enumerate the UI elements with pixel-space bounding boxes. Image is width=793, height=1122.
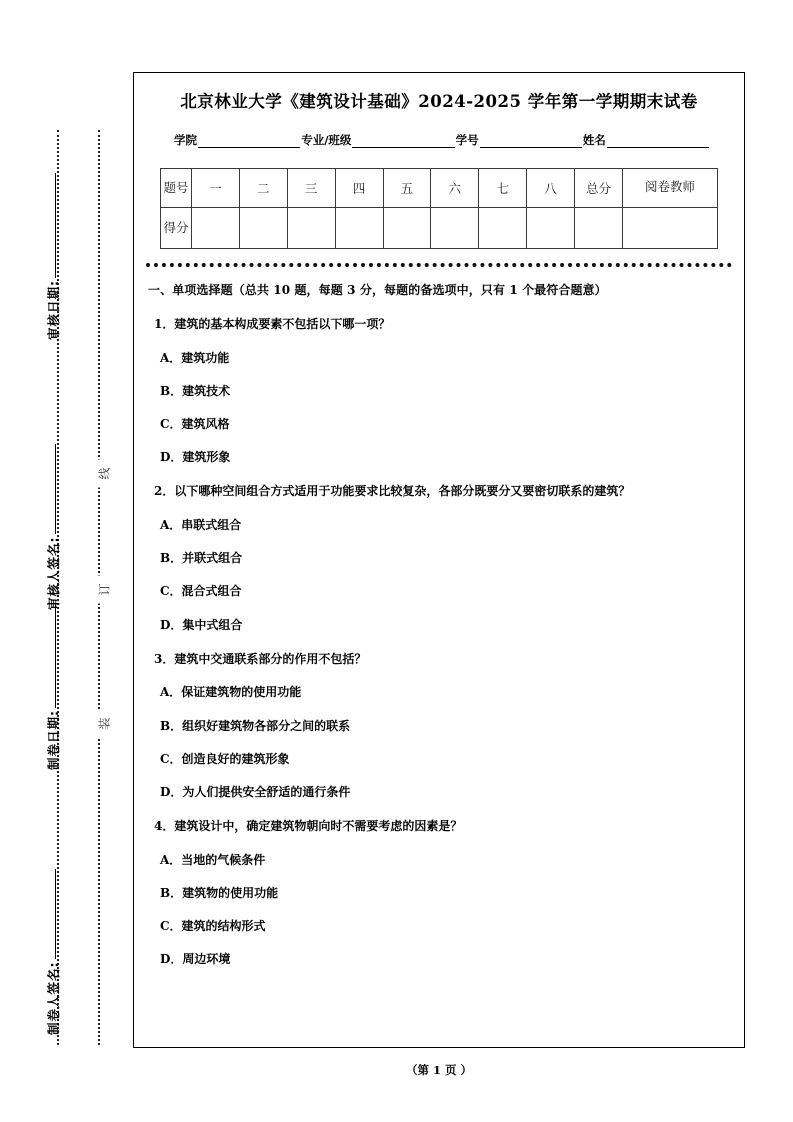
binding-mark-bind: 订 (93, 576, 116, 604)
margin-label-review-date-rule (54, 173, 56, 278)
score-cell-1[interactable] (192, 207, 240, 248)
table-row-scores (161, 207, 718, 248)
margin-label-reviewer-signature-text: 审核人签名: (46, 536, 61, 610)
question-stem-2: 2．以下哪种空间组合方式适用于功能要求比较复杂，各部分既要分又要密切联系的建筑？ (154, 484, 631, 499)
student-id-input[interactable] (480, 135, 582, 148)
table-row-question-numbers (161, 168, 718, 207)
binding-mark-line: 线 (93, 460, 116, 488)
college-label: 学院 (174, 132, 197, 147)
margin-label-paper-date-text: 制卷日期: (46, 710, 61, 770)
score-table-col-3: 三 (287, 168, 335, 207)
question-3-option-c[interactable]: C．创造良好的建筑形象 (160, 751, 290, 766)
score-cell-4[interactable] (335, 207, 383, 248)
score-table-row-header-score: 得分 (161, 207, 192, 248)
score-cell-6[interactable] (431, 207, 479, 248)
question-block-1 (148, 314, 730, 467)
question-body (146, 281, 732, 970)
question-2-option-d[interactable]: D．集中式组合 (160, 617, 243, 632)
student-name-input[interactable] (607, 135, 709, 148)
margin-label-paper-date (44, 470, 62, 770)
question-block-2 (148, 481, 730, 634)
student-id-label: 学号 (455, 132, 479, 147)
score-cell-7[interactable] (479, 207, 527, 248)
section-heading-1: 一、单项选择题（总共 10 题，每题 3 分，每题的备选项中，只有 1 个最符合题意） (148, 282, 607, 297)
student-info-line (146, 132, 732, 148)
margin-label-paper-date-rule (54, 603, 56, 708)
score-cell-3[interactable] (287, 207, 335, 248)
score-cell-teacher[interactable] (623, 207, 718, 248)
score-table-col-teacher: 阅卷教师 (623, 168, 718, 207)
question-1-option-b[interactable]: B．建筑技术 (160, 383, 231, 398)
question-4-option-d[interactable]: D．周边环境 (160, 952, 231, 967)
score-table (160, 168, 718, 249)
question-3-option-a[interactable]: A．保证建筑物的使用功能 (160, 685, 302, 700)
margin-label-paper-maker-signature-rule (54, 870, 56, 960)
question-4-option-b[interactable]: B．建筑物的使用功能 (160, 886, 279, 901)
score-table-col-total: 总分 (575, 168, 623, 207)
score-table-col-4: 四 (335, 168, 383, 207)
question-stem-3: 3．建筑中交通联系部分的作用不包括？ (154, 651, 367, 666)
exam-paper-content (134, 73, 744, 1047)
question-stem-4: 4．建筑设计中，确定建筑物朝向时不需要考虑的因素是？ (154, 819, 463, 834)
score-table-col-6: 六 (431, 168, 479, 207)
binding-mark-assemble: 装 (93, 710, 116, 738)
question-1-option-c[interactable]: C．建筑风格 (160, 417, 230, 432)
score-table-col-8: 八 (527, 168, 575, 207)
question-block-3 (148, 649, 730, 802)
major-class-label: 专业/班级 (301, 132, 352, 147)
question-2-option-c[interactable]: C．混合式组合 (160, 584, 242, 599)
margin-label-paper-maker-signature-text: 制卷人签名: (46, 961, 61, 1035)
score-table-col-5: 五 (383, 168, 431, 207)
margin-label-review-date (44, 40, 62, 340)
question-stem-1: 1．建筑的基本构成要素不包括以下哪一项？ (154, 317, 391, 332)
question-3-option-d[interactable]: D．为人们提供安全舒适的通行条件 (160, 785, 351, 800)
question-1-option-d[interactable]: D．建筑形象 (160, 450, 231, 465)
score-table-col-7: 七 (479, 168, 527, 207)
college-input[interactable] (198, 135, 300, 148)
score-table-col-2: 二 (239, 168, 287, 207)
margin-label-review-date-text: 审核日期: (46, 280, 61, 340)
question-1-option-a[interactable]: A．建筑功能 (160, 350, 230, 365)
major-class-input[interactable] (352, 135, 454, 148)
score-cell-2[interactable] (239, 207, 287, 248)
section-dotted-divider (146, 259, 732, 267)
score-cell-5[interactable] (383, 207, 431, 248)
question-2-option-b[interactable]: B．并联式组合 (160, 551, 243, 566)
score-table-container (146, 168, 732, 249)
question-block-4 (148, 816, 730, 969)
margin-label-paper-maker-signature (44, 735, 62, 1035)
question-3-option-b[interactable]: B．组织好建筑物各部分之间的联系 (160, 718, 351, 733)
score-cell-total[interactable] (575, 207, 623, 248)
question-4-option-c[interactable]: C．建筑的结构形式 (160, 919, 266, 934)
score-table-row-header-qnum: 题号 (161, 168, 192, 207)
page-number-footer: （第 1 页 ） (405, 1063, 472, 1077)
score-table-col-1: 一 (192, 168, 240, 207)
page-title: 北京林业大学《建筑设计基础》2024‑2025 学年第一学期期末试卷 (180, 92, 698, 111)
question-4-option-a[interactable]: A．当地的气候条件 (160, 852, 266, 867)
score-cell-8[interactable] (527, 207, 575, 248)
binding-margin (0, 0, 133, 1122)
student-name-label: 姓名 (582, 132, 606, 147)
exam-paper-frame (133, 72, 745, 1048)
question-2-option-a[interactable]: A．串联式组合 (160, 518, 242, 533)
